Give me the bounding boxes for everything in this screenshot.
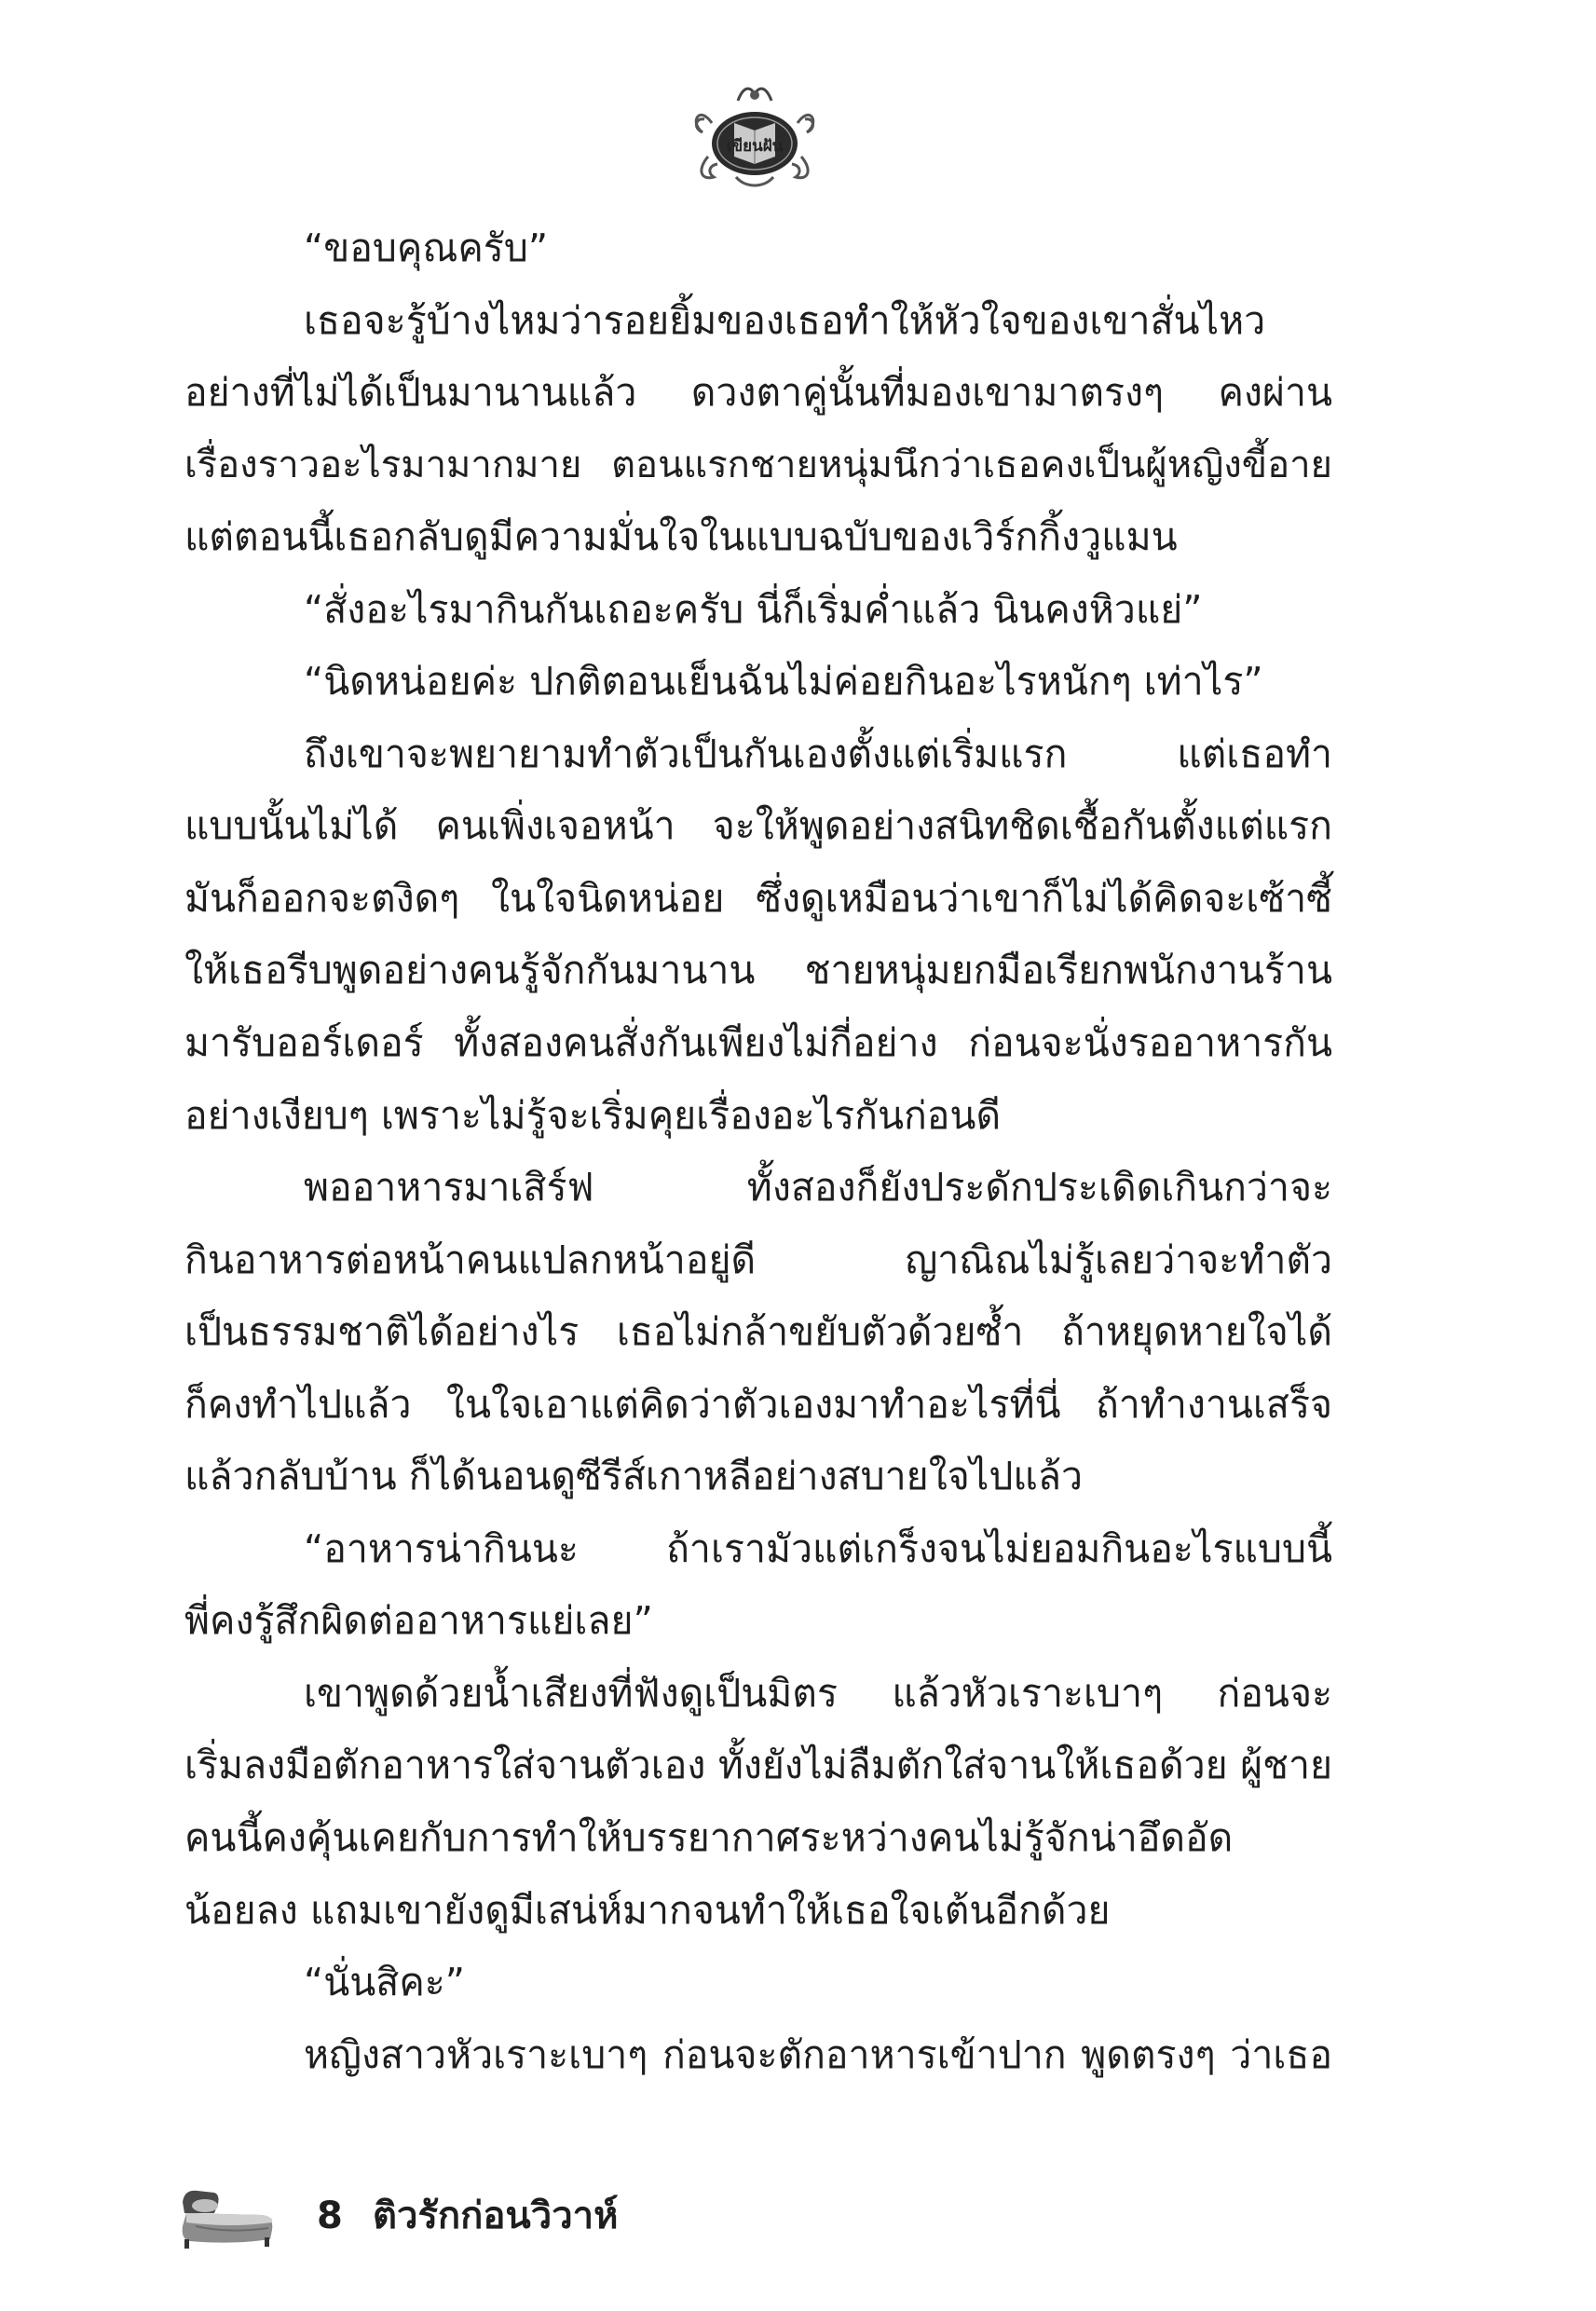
- text-line: แบบนั้นไม่ได้ คนเพิ่งเจอหน้า จะให้พูดอย่างสนิทชิดเชื้อกันตั้งแต่แรก: [184, 803, 1332, 849]
- text-line: “นั่นสิคะ”: [304, 1960, 466, 2005]
- text-line: ก็คงทำไปแล้ว ในใจเอาแต่คิดว่าตัวเองมาทำอะไรที่นี่ ถ้าทำงานเสร็จ: [184, 1381, 1332, 1427]
- book-title: ติวรักก่อนวิวาห์: [373, 2195, 619, 2237]
- text-line: “ขอบคุณครับ”: [304, 226, 549, 270]
- text-line: เริ่มลงมือตักอาหารใส่จานตัวเอง ทั้งยังไม่ลืมตักใส่จานให้เธอด้วย ผู้ชาย: [184, 1743, 1332, 1788]
- page-number: 8: [317, 2195, 343, 2237]
- body-text: [184, 212, 1332, 2091]
- text-line: เธอจะรู้บ้างไหมว่ารอยยิ้มของเธอทำให้หัวใจของเขาสั่นไหว: [304, 297, 1266, 343]
- text-line: อย่างเงียบๆ เพราะไม่รู้จะเริ่มคุยเรื่องอะไรกันก่อนดี: [184, 1092, 1002, 1138]
- page-footer: [177, 2185, 829, 2250]
- text-line: เป็นธรรมชาติได้อย่างไร เธอไม่กล้าขยับตัวด้วยซ้ำ ถ้าหยุดหายใจได้: [184, 1309, 1332, 1355]
- text-line: หญิงสาวหัวเราะเบาๆ ก่อนจะตักอาหารเข้าปาก พูดตรงๆ ว่าเธอ: [304, 2031, 1332, 2077]
- logo-text: เขียนฝัน: [726, 137, 784, 156]
- text-line: “อาหารน่ากินนะ ถ้าเรามัวแต่เกร็งจนไม่ยอมกินอะไรแบบนี้: [304, 1525, 1332, 1571]
- text-line: “นิดหน่อยค่ะ ปกติตอนเย็นฉันไม่ค่อยกินอะไรหนักๆ เท่าไร”: [304, 659, 1263, 704]
- text-line: ให้เธอรีบพูดอย่างคนรู้จักกันมานาน ชายหนุ่มยกมือเรียกพนักงานร้าน: [184, 948, 1332, 993]
- text-line: ถึงเขาจะพยายามทำตัวเป็นกันเองตั้งแต่เริ่มแรก แต่เธอทำ: [304, 731, 1332, 776]
- text-line: เขาพูดด้วยน้ำเสียงที่ฟังดูเป็นมิตร แล้วหัวเราะเบาๆ ก่อนจะ: [304, 1670, 1332, 1716]
- text-line: พออาหารมาเสิร์ฟ ทั้งสองก็ยังประดักประเดิดเกินกว่าจะ: [304, 1165, 1332, 1210]
- text-line: แต่ตอนนี้เธอกลับดูมีความมั่นใจในแบบฉบับของเวิร์กกิ้งวูแมน: [184, 514, 1178, 560]
- bed-icon: [177, 2185, 275, 2250]
- text-line: น้อยลง แถมเขายังดูมีเสน่ห์มากจนทำให้เธอใจเต้นอีกด้วย: [184, 1887, 1111, 1933]
- text-line: กินอาหารต่อหน้าคนแปลกหน้าอยู่ดี ญาณิณไม่รู้เลยว่าจะทำตัว: [184, 1237, 1332, 1282]
- text-line: อย่างที่ไม่ได้เป็นมานานแล้ว ดวงตาคู่นั้นที่มองเขามาตรงๆ คงผ่าน: [184, 370, 1332, 416]
- text-line: มารับออร์เดอร์ ทั้งสองคนสั่งกันเพียงไม่กี่อย่าง ก่อนจะนั่งรออาหารกัน: [184, 1020, 1332, 1066]
- text-line: เรื่องราวอะไรมามากมาย ตอนแรกชายหนุ่มนึกว่าเธอคงเป็นผู้หญิงขี้อาย: [184, 443, 1332, 486]
- text-line: คนนี้คงคุ้นเคยกับการทำให้บรรยากาศระหว่างคนไม่รู้จักน่าอึดอัด: [184, 1815, 1234, 1861]
- publisher-logo-icon: [680, 67, 829, 198]
- text-line: แล้วกลับบ้าน ก็ได้นอนดูซีรีส์เกาหลีอย่างสบายใจไปแล้ว: [184, 1454, 1083, 1499]
- text-line: “สั่งอะไรมากินกันเถอะครับ นี่ก็เริ่มค่ำแล้ว นินคงหิวแย่”: [304, 586, 1203, 632]
- text-line: มันก็ออกจะตงิดๆ ในใจนิดหน่อย ซึ่งดูเหมือนว่าเขาก็ไม่ได้คิดจะเซ้าซี้: [184, 875, 1332, 921]
- text-line: พี่คงรู้สึกผิดต่ออาหารแย่เลย”: [184, 1598, 653, 1644]
